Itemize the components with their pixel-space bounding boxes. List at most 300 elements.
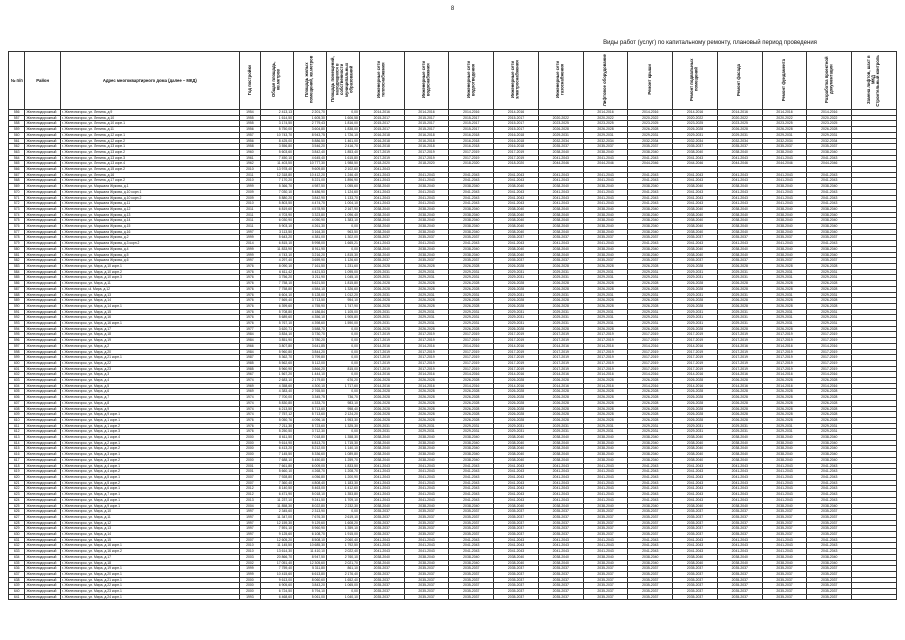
table-cell: 2026-2028 [359, 326, 404, 332]
table-cell: 2029-2031 [538, 309, 583, 315]
table-cell: Железнодорожный [25, 492, 60, 498]
table-cell: Железнодорожный [25, 229, 60, 235]
table-cell: 2026-2028 [494, 389, 539, 395]
table-cell: 2029-2031 [538, 292, 583, 298]
table-cell: 2041-2043 [807, 549, 852, 555]
table-cell: 2035-2037 [538, 514, 583, 520]
table-cell: 2029-2031 [628, 292, 673, 298]
table-cell: 2044-2046 [583, 161, 628, 167]
table-cell: 2026-2028 [359, 417, 404, 423]
table-cell: 9 241,50 [293, 497, 326, 503]
table-cell: 2015-2017 [359, 121, 404, 127]
table-cell: 2017-2019 [717, 360, 762, 366]
table-cell: 2014-2016 [628, 343, 673, 349]
table-cell: 2041-2043 [628, 543, 673, 549]
table-cell: 2017-2019 [717, 355, 762, 361]
column-header [293, 52, 326, 110]
table-cell: 2026-2028 [359, 395, 404, 401]
table-cell: 2038-2040 [538, 440, 583, 446]
table-cell: 8 090,10 [261, 263, 294, 269]
table-row [9, 594, 897, 600]
table-cell: 2038-2040 [807, 503, 852, 509]
table-cell: 2038-2040 [538, 435, 583, 441]
table-cell: 2041-2043 [404, 172, 449, 178]
column-header-label: Год постройки [246, 64, 252, 95]
table-cell: 2038-2040 [762, 229, 807, 235]
table-cell: 2026-2028 [404, 412, 449, 418]
table-cell: Железнодорожный [25, 503, 60, 509]
table-cell: Железнодорожный [25, 321, 60, 327]
table-cell: 2018-2020 [494, 161, 539, 167]
table-cell: 2038-2040 [673, 229, 718, 235]
table-cell: 1 614,50 [261, 115, 294, 121]
table-cell: 8 508,10 [293, 537, 326, 543]
table-cell: 2041-2043 [449, 497, 494, 503]
table-cell: 2026-2028 [538, 127, 583, 133]
table-cell: 6 413,20 [261, 446, 294, 452]
table-cell: 8 140,50 [261, 486, 294, 492]
table-cell: 1976 [239, 315, 260, 321]
table-cell: 2041-2043 [583, 492, 628, 498]
table-cell: 2041-2043 [494, 492, 539, 498]
table-cell: г. Железногорск, ул. Ленина, д.13 корп.3 [60, 155, 239, 161]
table-cell: 1969 [239, 383, 260, 389]
table-cell: 2038-2040 [449, 218, 494, 224]
table-cell: 2026-2028 [404, 389, 449, 395]
table-cell: Железнодорожный [25, 360, 60, 366]
table-cell: Железнодорожный [25, 332, 60, 338]
table-cell: 2035-2037 [673, 258, 718, 264]
table-cell: 2017-2019 [673, 349, 718, 355]
column-header [261, 52, 294, 110]
table-cell: 2038-2040 [494, 246, 539, 252]
table-cell: 1956 [239, 138, 260, 144]
column-header [404, 52, 449, 110]
table-cell: 2041-2043 [449, 172, 494, 178]
table-cell: г. Железногорск, ул. Ленина, д.9 [60, 110, 239, 116]
table-cell: 2035-2037 [717, 566, 762, 572]
table-cell: 2035-2037 [807, 594, 852, 600]
table-cell: 2029-2031 [494, 275, 539, 281]
table-cell: 2017-2019 [359, 355, 404, 361]
table-cell: 629 [9, 526, 25, 532]
table-cell: 4 755,90 [293, 303, 326, 309]
table-cell: 2 102,60 [326, 167, 359, 173]
table-cell: 2000 [239, 589, 260, 595]
table-cell: 2041-2043 [449, 492, 494, 498]
table-cell: 2026-2028 [583, 412, 628, 418]
table-cell: 2038-2040 [762, 218, 807, 224]
table-cell: 4 398,60 [293, 321, 326, 327]
table-cell: 2041-2043 [673, 155, 718, 161]
table-cell: 1 140,10 [326, 446, 359, 452]
table-cell: 1974 [239, 412, 260, 418]
table-cell: 2 765,50 [293, 389, 326, 395]
table-cell: 2017-2019 [762, 338, 807, 344]
table-cell: 2035-2037 [673, 571, 718, 577]
table-cell: 12 318,80 [261, 172, 294, 178]
table-cell: Железнодорожный [25, 315, 60, 321]
table-cell: 11 237,10 [261, 497, 294, 503]
table-cell: 5 794,10 [293, 589, 326, 595]
table-cell: 2038-2040 [449, 252, 494, 258]
table-cell: 9 609,80 [293, 167, 326, 173]
table-cell: 2041-2043 [538, 463, 583, 469]
table-cell: 2035-2037 [762, 509, 807, 515]
table-cell: 625 [9, 503, 25, 509]
table-cell: Железнодорожный [25, 378, 60, 384]
table-cell: 1 040,10 [326, 594, 359, 600]
table-cell: 4 056,80 [293, 475, 326, 481]
table-cell: 0,00 [326, 326, 359, 332]
table-cell: 2035-2037 [807, 144, 852, 150]
table-cell: 2038-2040 [628, 435, 673, 441]
table-cell: Железнодорожный [25, 543, 60, 549]
table-cell: 2041-2043 [359, 195, 404, 201]
table-cell: 2029-2031 [449, 269, 494, 275]
table-cell: Железнодорожный [25, 577, 60, 583]
table-cell: 2026-2028 [494, 400, 539, 406]
table-cell: 2026-2028 [807, 263, 852, 269]
table-cell: 2026-2028 [583, 378, 628, 384]
table-cell: 6 819,60 [261, 206, 294, 212]
table-cell: 2038-2040 [359, 452, 404, 458]
table-cell: 2041-2043 [762, 201, 807, 207]
table-cell: 2010 [239, 178, 260, 184]
table-cell: 603 [9, 378, 25, 384]
table-cell: 6 813,70 [293, 440, 326, 446]
table-cell: 2 021,70 [326, 560, 359, 566]
table-cell: 2038-2040 [762, 206, 807, 212]
table-cell: 2026-2028 [807, 326, 852, 332]
table-cell: г. Железногорск, ул. Мира, д.4 корп.2 [60, 469, 239, 475]
table-cell: 2035-2037 [717, 235, 762, 241]
table-cell: 0,00 [326, 110, 359, 116]
table-cell: 2041-2043 [762, 480, 807, 486]
table-cell: 2041-2043 [538, 172, 583, 178]
table-cell: Железнодорожный [25, 206, 60, 212]
table-cell: 6 613,80 [293, 571, 326, 577]
table-cell: 2038-2040 [538, 560, 583, 566]
table-cell: 2029-2031 [717, 132, 762, 138]
table-cell: 2035-2037 [449, 571, 494, 577]
table-cell: 2038-2040 [717, 218, 762, 224]
table-cell: 1 326,60 [326, 286, 359, 292]
table-cell: 2038-2040 [673, 206, 718, 212]
table-cell: 2026-2028 [807, 286, 852, 292]
table-cell: г. Железногорск, ул. Маршала Жукова, д.16 [60, 229, 239, 235]
table-cell: 2038-2040 [538, 554, 583, 560]
table-cell: 635 [9, 560, 25, 566]
table-cell: 2014-2016 [673, 372, 718, 378]
table-cell: 2035-2037 [762, 514, 807, 520]
table-cell: 0,00 [326, 349, 359, 355]
table-cell: 2026-2028 [449, 412, 494, 418]
table-cell: г. Железногорск, ул. Ленина, д.16 [60, 172, 239, 178]
table-cell: 2038-2040 [583, 560, 628, 566]
table-cell: 2 060,40 [326, 537, 359, 543]
table-cell: 3 556,80 [261, 144, 294, 150]
table-cell: 2026-2028 [359, 303, 404, 309]
table-cell: 572 [9, 201, 25, 207]
table-cell: 2017-2019 [359, 149, 404, 155]
table-cell: 2038-2040 [494, 554, 539, 560]
table-cell: 2014-2016 [404, 110, 449, 116]
table-cell: 2038-2040 [762, 457, 807, 463]
table-cell: 1 065,00 [326, 583, 359, 589]
table-cell: 2017-2019 [807, 355, 852, 361]
table-cell: 2035-2037 [717, 583, 762, 589]
table-cell: 2041-2043 [717, 480, 762, 486]
table-cell: г. Железногорск, ул. Мира, д.19 корп.1 [60, 566, 239, 572]
table-cell: 2029-2031 [538, 315, 583, 321]
table-cell: Железнодорожный [25, 457, 60, 463]
table-cell: 2017-2019 [717, 349, 762, 355]
table-cell: 5 366,70 [261, 184, 294, 190]
table-cell: 4 358,60 [261, 383, 294, 389]
table-cell: 2038-2040 [359, 554, 404, 560]
table-cell: 597 [9, 343, 25, 349]
table-cell: 1984 [239, 332, 260, 338]
table-cell: 2029-2031 [359, 309, 404, 315]
table-cell: 7 758,80 [261, 286, 294, 292]
table-cell: 5 050,76 [261, 417, 294, 423]
table-cell: 1 183,30 [326, 480, 359, 486]
table-cell: 5 713,60 [293, 412, 326, 418]
table-cell: 2035-2037 [404, 589, 449, 595]
table-cell: 2038-2040 [762, 435, 807, 441]
table-cell: 636 [9, 566, 25, 572]
table-cell: 2029-2031 [449, 292, 494, 298]
table-cell: 2026-2028 [628, 378, 673, 384]
table-cell: 2029-2031 [628, 315, 673, 321]
table-cell: 2038-2040 [762, 212, 807, 218]
table-cell: 618 [9, 463, 25, 469]
table-cell: г. Железногорск, ул. Ленина, д.17 корп.2 [60, 178, 239, 184]
table-cell: г. Железногорск, ул. Мира, д.3 корп.1 [60, 452, 239, 458]
table-cell: 2041-2043 [404, 497, 449, 503]
table-cell: 2038-2040 [673, 440, 718, 446]
table-cell: 2017-2019 [762, 366, 807, 372]
table-cell: 2038-2040 [404, 560, 449, 566]
table-cell: 1997 [239, 532, 260, 538]
table-cell: 2026-2028 [807, 400, 852, 406]
table-cell: 2017-2019 [628, 366, 673, 372]
table-cell: 1999 [239, 252, 260, 258]
table-cell: 2026-2028 [359, 298, 404, 304]
table-cell: Железнодорожный [25, 463, 60, 469]
table-cell: 2038-2040 [583, 503, 628, 509]
table-cell: 1 915,00 [326, 532, 359, 538]
table-cell: 559 [9, 127, 25, 133]
table-cell: 2041-2043 [807, 189, 852, 195]
table-cell: 2014-2016 [762, 343, 807, 349]
table-cell: 2038-2040 [538, 452, 583, 458]
table-cell: 2041-2043 [673, 486, 718, 492]
table-cell: 1 988,50 [326, 161, 359, 167]
table-cell: 2026-2028 [717, 263, 762, 269]
table-cell: 2038-2040 [717, 184, 762, 190]
table-cell: 2017-2019 [538, 366, 583, 372]
table-cell: 2026-2028 [673, 281, 718, 287]
table-cell: 2035-2037 [717, 532, 762, 538]
table-cell: 2017-2019 [762, 332, 807, 338]
table-cell: 2041-2043 [673, 492, 718, 498]
table-cell: 4 261,30 [293, 224, 326, 230]
table-cell: г. Железногорск, ул. Мира, д.2 корп.1 [60, 440, 239, 446]
table-cell: 2029-2031 [583, 315, 628, 321]
table-cell: 1 004,10 [326, 201, 359, 207]
table-cell: 2 345,60 [261, 509, 294, 515]
column-header [9, 52, 25, 110]
table-cell: 1 246,40 [326, 172, 359, 178]
table-cell: 2038-2040 [673, 212, 718, 218]
table-cell: г. Железногорск, ул. Мира, д.23 [60, 366, 239, 372]
table-cell: 2041-2043 [628, 480, 673, 486]
table-cell: Железнодорожный [25, 167, 60, 173]
table-cell: 2041-2043 [762, 475, 807, 481]
table-cell: 2038-2040 [538, 503, 583, 509]
table-cell: 624 [9, 497, 25, 503]
table-cell: 2020-2022 [538, 115, 583, 121]
table-cell: Железнодорожный [25, 138, 60, 144]
table-cell: 5 886,50 [293, 138, 326, 144]
table-cell: 2041-2043 [762, 155, 807, 161]
table-cell: 2026-2028 [673, 395, 718, 401]
table-cell: г. Железногорск, ул. Мира, д.22 [60, 360, 239, 366]
table-cell: 2041-2043 [717, 486, 762, 492]
table-cell: 2038-2040 [673, 252, 718, 258]
table-cell: 604 [9, 383, 25, 389]
table-cell: 2038-2040 [717, 503, 762, 509]
table-cell: 2041-2043 [404, 480, 449, 486]
table-cell: Железнодорожный [25, 526, 60, 532]
table-cell: 954,10 [326, 298, 359, 304]
table-cell: 2038-2040 [359, 457, 404, 463]
table-cell: 5 998,00 [293, 241, 326, 247]
table-cell: 2026-2028 [494, 263, 539, 269]
table-cell: 0,00 [326, 589, 359, 595]
table-cell: 2026-2028 [807, 378, 852, 384]
table-cell: 1955 [239, 121, 260, 127]
table-cell: 640 [9, 589, 25, 595]
table-cell: Железнодорожный [25, 201, 60, 207]
table-cell: 564 [9, 155, 25, 161]
table-cell: 2017-2019 [404, 155, 449, 161]
table-cell: 2023-2025 [762, 121, 807, 127]
table-cell: 2041-2043 [673, 172, 718, 178]
table-cell: г. Железногорск, ул. Мира, д.16 корп.1 [60, 543, 239, 549]
table-cell: 2038-2040 [359, 212, 404, 218]
table-cell: 2035-2037 [762, 520, 807, 526]
table-cell: 595 [9, 332, 25, 338]
table-cell: 2038-2040 [717, 554, 762, 560]
table-cell: 2014-2016 [359, 343, 404, 349]
table-cell: 582 [9, 258, 25, 264]
table-cell: Железнодорожный [25, 514, 60, 520]
table-cell: 2035-2037 [404, 509, 449, 515]
table-cell: 3 844,20 [293, 349, 326, 355]
table-cell: 2038-2040 [717, 457, 762, 463]
table-cell: 2038-2040 [673, 435, 718, 441]
table-cell: 2041-2043 [673, 463, 718, 469]
table-cell: 2035-2037 [673, 594, 718, 600]
table-cell: 861,10 [326, 566, 359, 572]
table-cell: 1997 [239, 509, 260, 515]
table-cell: 2029-2031 [717, 275, 762, 281]
table-cell: 2041-2043 [404, 549, 449, 555]
table-cell: 2014-2016 [538, 343, 583, 349]
table-cell: 2 619,10 [326, 514, 359, 520]
table-cell: 2017-2019 [359, 349, 404, 355]
table-cell: 10 415,60 [261, 571, 294, 577]
table-cell: 1957 [239, 132, 260, 138]
table-cell: 2041-2043 [359, 549, 404, 555]
table-cell: 2038-2040 [807, 218, 852, 224]
table-cell: 1 726,10 [326, 132, 359, 138]
table-cell: 2038-2040 [359, 229, 404, 235]
table-cell: 2038-2040 [538, 252, 583, 258]
table-cell: 2014-2016 [359, 110, 404, 116]
table-cell: 2041-2043 [673, 475, 718, 481]
table-cell: 3 216,20 [293, 252, 326, 258]
table-cell: 3 730,70 [293, 332, 326, 338]
table-cell: 1 358,30 [326, 435, 359, 441]
table-cell: 5 603,60 [261, 149, 294, 155]
table-cell: 2029-2031 [538, 132, 583, 138]
table-cell: 2029-2031 [673, 321, 718, 327]
table-cell: г. Железногорск, ул. Мира, д.13 [60, 292, 239, 298]
table-cell: 2026-2028 [538, 303, 583, 309]
table-cell: 0,00 [326, 338, 359, 344]
table-cell: 2038-2040 [762, 149, 807, 155]
column-header-label: Ремонт фундамента [781, 58, 787, 101]
table-cell: 2017-2019 [494, 349, 539, 355]
table-cell: 2038-2040 [762, 252, 807, 258]
table-cell: 5 708,80 [261, 309, 294, 315]
table-cell: 6 030,90 [261, 218, 294, 224]
table-cell: 6 108,70 [293, 532, 326, 538]
table-cell: 2035-2037 [359, 594, 404, 600]
table-cell: 2044-2046 [762, 161, 807, 167]
table-cell: 2038-2040 [717, 252, 762, 258]
table-cell: 1999 [239, 184, 260, 190]
table-cell: 2044-2046 [628, 161, 673, 167]
table-cell: 2026-2028 [583, 400, 628, 406]
table-cell: 2015-2017 [404, 115, 449, 121]
table-cell: 2018-2020 [359, 161, 404, 167]
table-cell: 2026-2028 [762, 326, 807, 332]
table-cell: 5 311,80 [293, 566, 326, 572]
table-cell: 2041-2043 [494, 189, 539, 195]
table-cell: 2035-2037 [717, 144, 762, 150]
table-cell: 7 211,30 [261, 423, 294, 429]
table-cell: 2035-2037 [404, 571, 449, 577]
table-cell: 2041-2043 [583, 195, 628, 201]
table-cell: 2026-2028 [762, 417, 807, 423]
table-cell: 2026-2028 [762, 395, 807, 401]
table-cell: 1976 [239, 263, 260, 269]
table-cell: 2038-2040 [583, 212, 628, 218]
table-cell: 2038-2040 [359, 503, 404, 509]
table-cell: 2038-2040 [359, 184, 404, 190]
table-cell: 2029-2031 [359, 292, 404, 298]
table-cell: 2026-2028 [359, 286, 404, 292]
table-cell: 2007 [239, 480, 260, 486]
table-cell: 2026-2028 [494, 298, 539, 304]
table-cell: 2016-2018 [449, 138, 494, 144]
table-cell: 2038-2040 [583, 440, 628, 446]
